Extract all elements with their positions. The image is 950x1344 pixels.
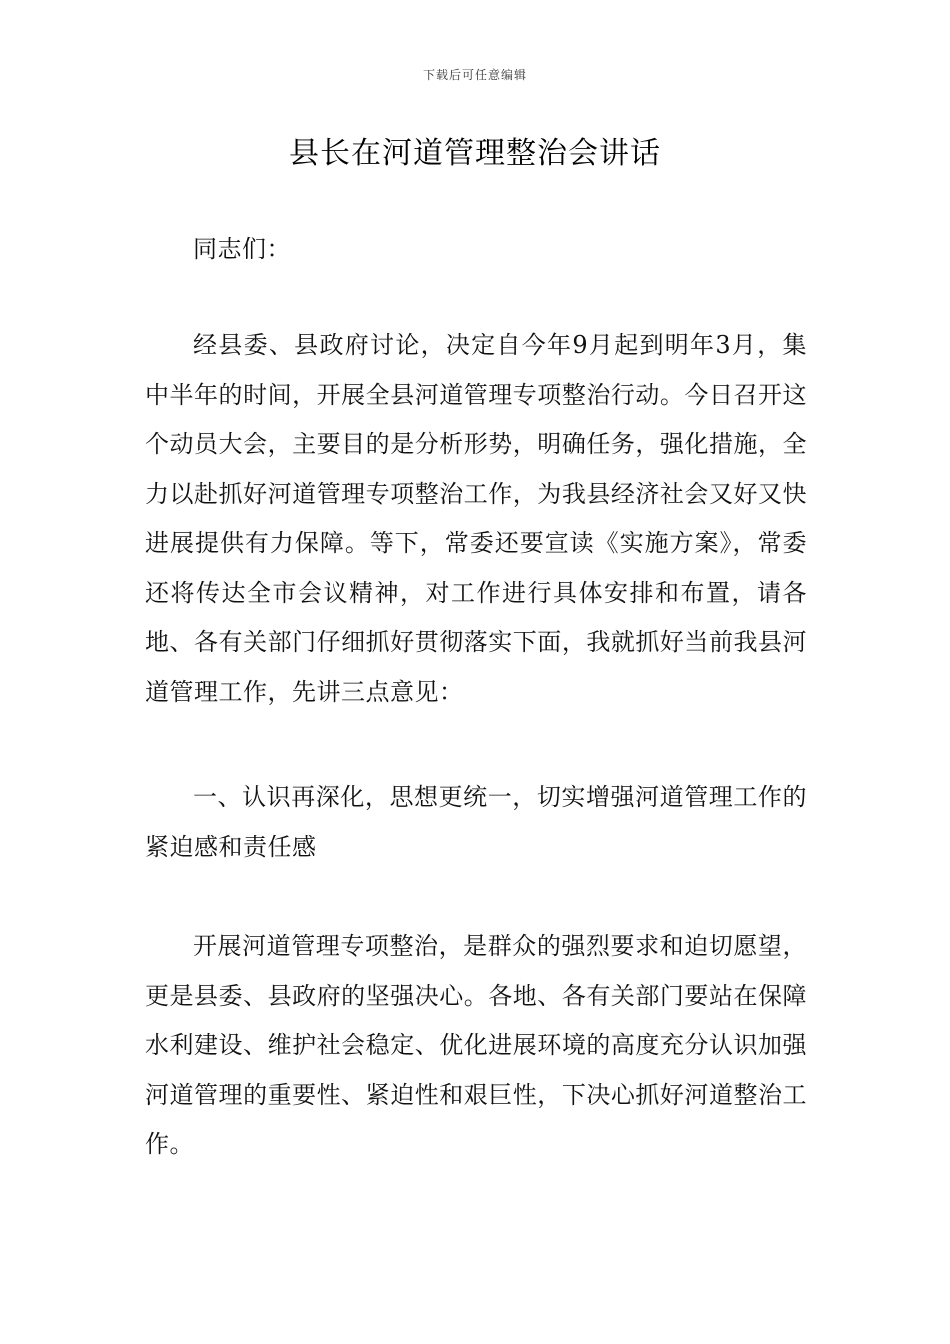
section-heading-1: 一、认识再深化，思想更统一，切实增强河道管理工作的紧迫感和责任感: [145, 783, 807, 861]
greeting: 同志们：: [193, 235, 291, 263]
paragraph-section-1: 开展河道管理专项整治，是群众的强烈要求和迫切愿望，更是县委、县政府的坚强决心。各地、各有关部门要站在保障水利建设、维护社会稳定、优化进展环境的高度充分认识加强河道管理的重要性、紧迫性和艰巨性，下决心抓好河道整治工作。: [145, 932, 807, 1158]
paragraph-intro: 经县委、县政府讨论，决定自今年9月起到明年3月，集中半年的时间，开展全县河道管理专项整治行动。今日召开这个动员大会，主要目的是分析形势，明确任务，强化措施，全力以赴抓好河道管理专项整治工作，为我县经济社会又好又快进展提供有力保障。等下，常委还要宣读《实施方案》，常委还将传达全市会议精神，对工作进行具体安排和布置，请各地、各有关部门仔细抓好贯彻落实下面，我就抓好当前我县河道管理工作，先讲三点意见：: [145, 331, 807, 706]
header-note: 下载后可任意编辑: [422, 68, 527, 82]
document-title: 县长在河道管理整治会讲话: [289, 136, 661, 171]
